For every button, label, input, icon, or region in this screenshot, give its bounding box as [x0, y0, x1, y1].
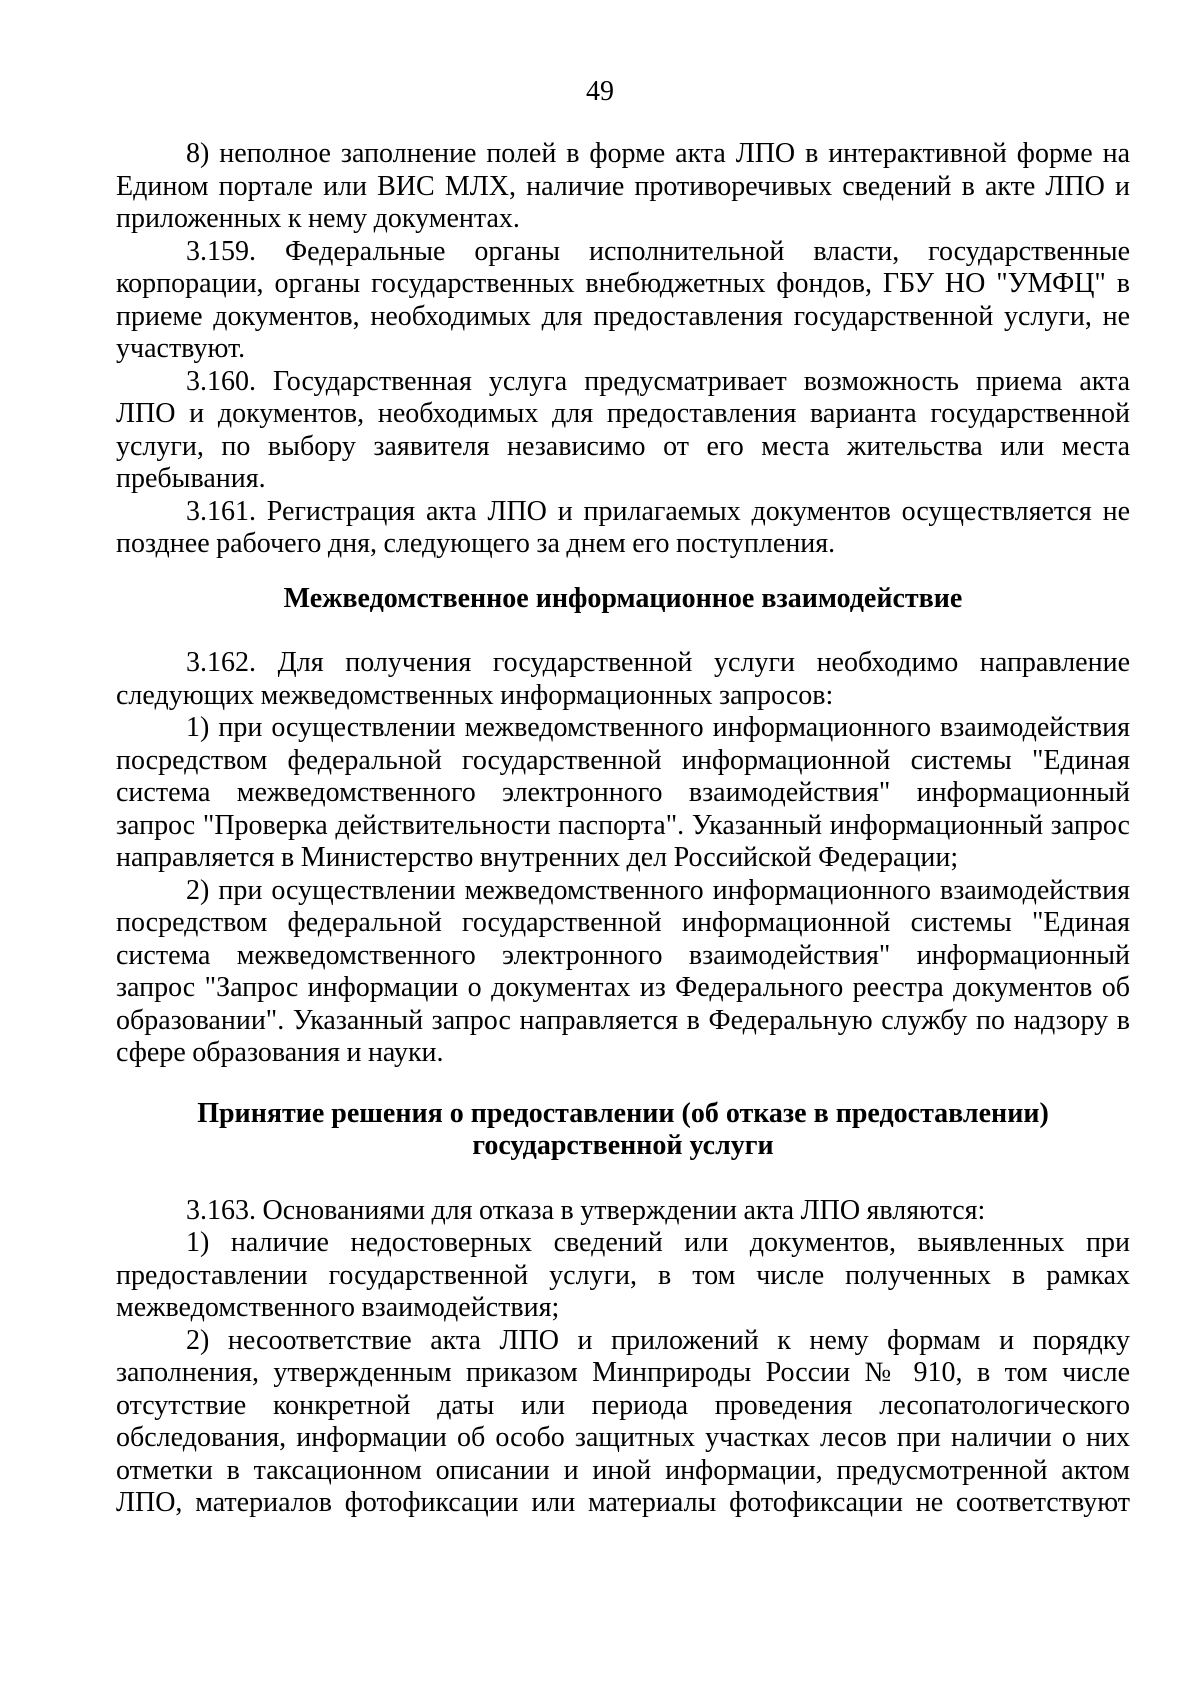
paragraph-3-163-item-1: 1) наличие недостоверных сведений или документов, выявленных при предоставлении государственной услуги, в том числе полученных в рамках межведомственного взаимодействия; [116, 1227, 1130, 1323]
page-number: 49 [586, 76, 614, 107]
section-heading-decision [116, 1098, 1130, 1163]
paragraph-3-162-item-1: 1) при осуществлении межведомственного информационного взаимодействия посредством федеральной государственной информационной системы "Единая система межведомственного электронного взаимодействия" информационный запрос "Проверка действительности паспорта". Указанный информационный запрос направляется в Министерство внутренних дел Российской Федерации; [116, 712, 1130, 873]
paragraph-item-8: 8) неполное заполнение полей в форме акта ЛПО в интерактивной форме на Едином портале или ВИС МЛХ, наличие противоречивых сведений в акте ЛПО и приложенных к нему документах. [116, 138, 1130, 234]
paragraph-3-160: 3.160. Государственная услуга предусматривает возможность приема акта ЛПО и документов, необходимых для предоставления варианта государственной услуги, по выбору заявителя независимо от его места жительства или места пребывания. [116, 365, 1130, 494]
paragraph-3-161: 3.161. Регистрация акта ЛПО и прилагаемых документов осуществляется не позднее рабочего дня, следующего за днем его поступления. [116, 495, 1130, 559]
document-body [116, 138, 1130, 1520]
paragraph-3-159: 3.159. Федеральные органы исполнительной власти, государственные корпорации, органы государственных внебюджетных фондов, ГБУ НО "УМФЦ" в приеме документов, необходимых для предоставления государственной услуги, не участвуют. [116, 235, 1130, 364]
section-heading-decision-line-1: Принятие решения о предоставлении (об отказе в предоставлении) [197, 1097, 1049, 1129]
paragraph-3-163: 3.163. Основаниями для отказа в утверждении акта ЛПО являются: [186, 1194, 986, 1226]
paragraph-3-162: 3.162. Для получения государственной услуги необходимо направление следующих межведомственных информационных запросов: [116, 647, 1130, 711]
section-heading-decision-line-2: государственной услуги [472, 1130, 774, 1161]
section-heading-interagency: Межведомственное информационное взаимодействие [283, 582, 963, 614]
paragraph-3-162-item-2: 2) при осуществлении межведомственного информационного взаимодействия посредством федеральной государственной информационной системы "Единая система межведомственного электронного взаимодействия" информационный запрос "Запрос информации о документах из Федерального реестра документов об образовании". Указанный запрос направляется в Федеральную службу по надзору в сфере образования и науки. [116, 874, 1130, 1068]
paragraph-3-163-item-2: 2) несоответствие акта ЛПО и приложений к нему формам и порядку заполнения, утвержденным приказом Минприроды России № 910, в том числе отсутствие конкретной даты или периода проведения лесопатологического обследования, информации об особо защитных участках лесов при наличии о них отметки в таксационном описании и иной информации, предусмотренной актом ЛПО, материалов фотофиксации или материалы фотофиксации не соответствуют [116, 1324, 1130, 1518]
